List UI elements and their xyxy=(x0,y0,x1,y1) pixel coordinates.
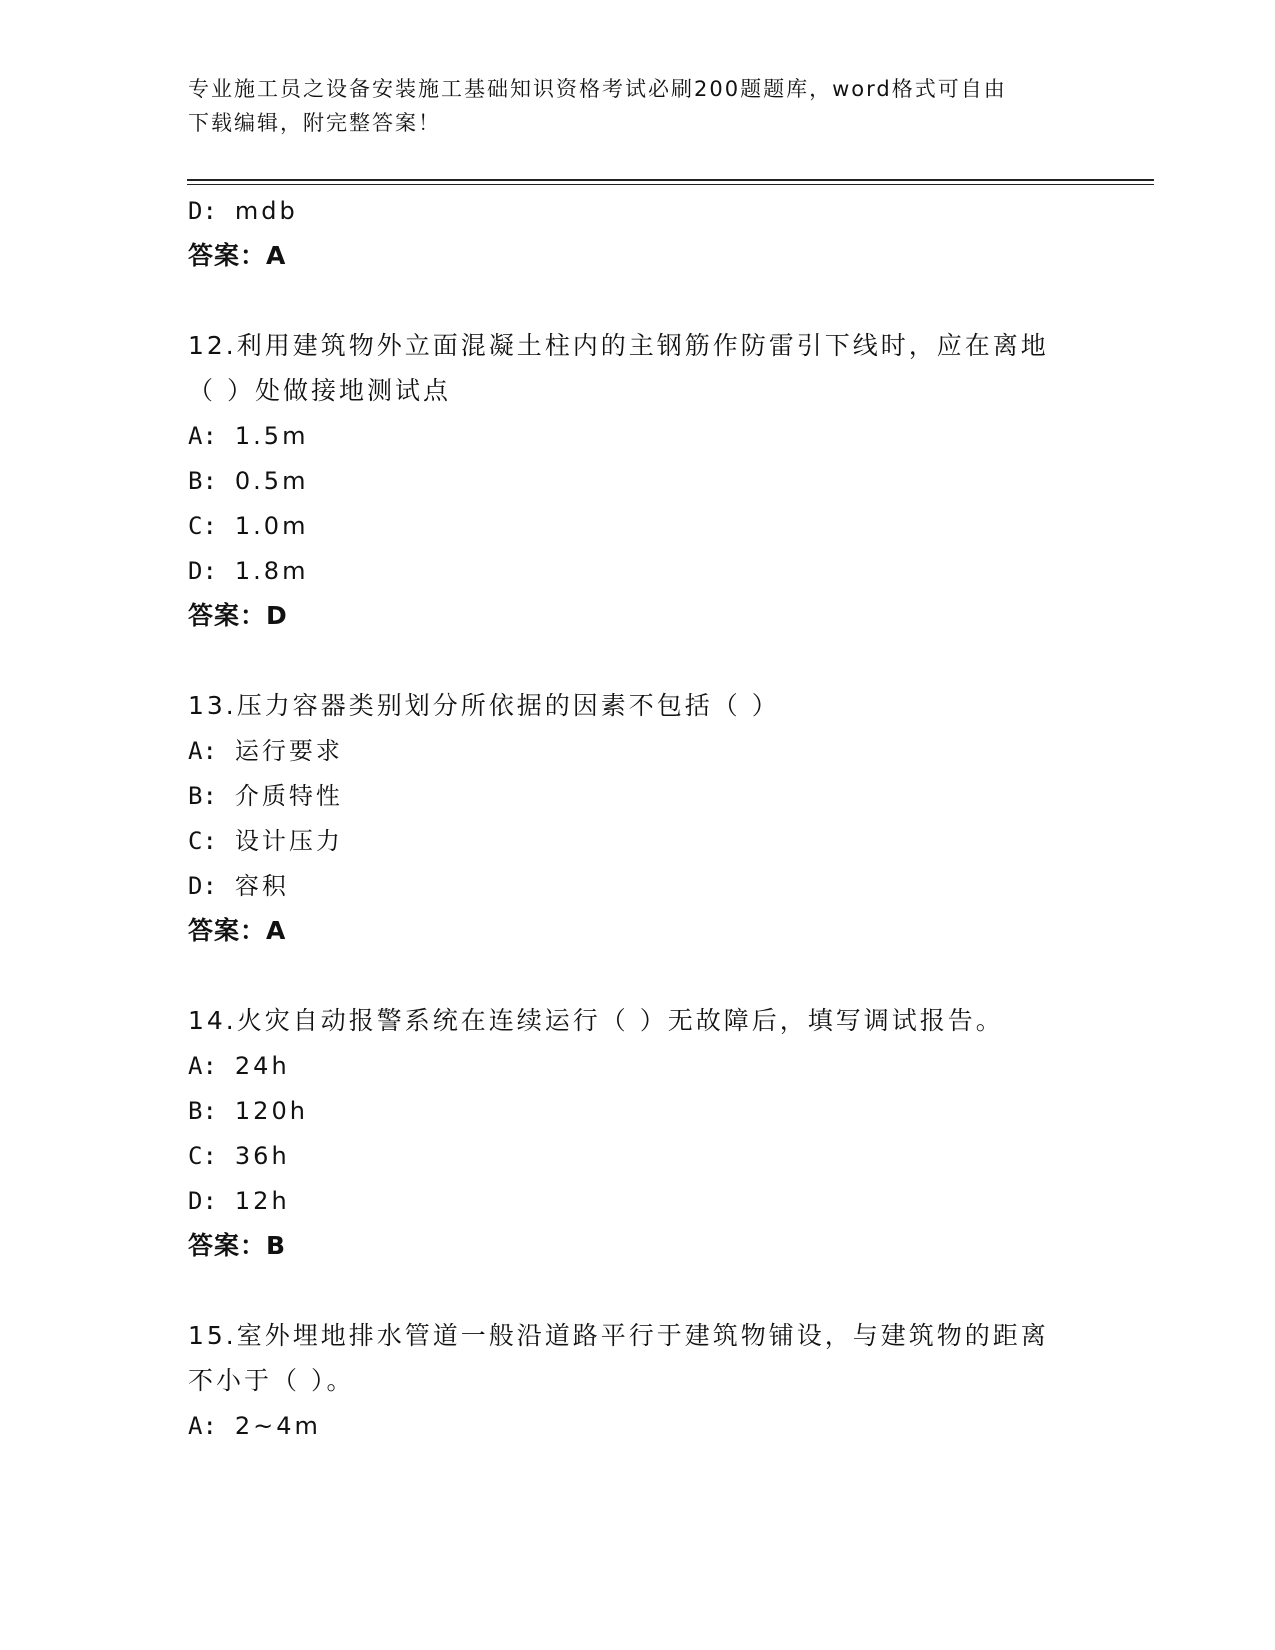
option-c xyxy=(188,1139,290,1173)
option-text: 介质特性 xyxy=(234,782,343,810)
option-text: 设计压力 xyxy=(234,827,343,855)
option-text: 36h xyxy=(234,1142,290,1170)
option-key: A: xyxy=(188,737,217,765)
option-key: B: xyxy=(188,782,217,810)
option-text: 1.8m xyxy=(234,557,309,585)
option-text: 0.5m xyxy=(234,467,309,495)
question-13-line-1: 13.压力容器类别划分所依据的因素不包括（ ） xyxy=(188,691,780,720)
option-text: 1.5m xyxy=(234,422,309,450)
option-d xyxy=(188,869,289,903)
option-b xyxy=(188,1094,308,1128)
header-divider-thin xyxy=(187,184,1154,185)
option-key: D: xyxy=(188,1187,217,1215)
option-c xyxy=(188,824,343,858)
option-d xyxy=(188,194,298,228)
header-line-2: 下载编辑，附完整答案！ xyxy=(188,111,441,135)
option-key: C: xyxy=(188,1142,217,1170)
answer-line: 答案：D xyxy=(188,601,288,630)
option-key: D: xyxy=(188,872,217,900)
header-line-1: 专业施工员之设备安装施工基础知识资格考试必刷200题题库，word格式可自由 xyxy=(188,77,1007,101)
option-text: mdb xyxy=(234,197,298,225)
option-text: 运行要求 xyxy=(234,737,343,765)
option-text: 120h xyxy=(234,1097,308,1125)
option-text: 容积 xyxy=(234,872,289,900)
option-text: 12h xyxy=(234,1187,290,1215)
option-a xyxy=(188,734,343,768)
question-15-line-1: 15.室外埋地排水管道一般沿道路平行于建筑物铺设，与建筑物的距离 xyxy=(188,1321,1049,1350)
document-header xyxy=(188,72,1088,140)
option-b xyxy=(188,779,343,813)
header-divider-thick xyxy=(187,179,1154,181)
option-text: 24h xyxy=(234,1052,290,1080)
option-key: B: xyxy=(188,467,217,495)
answer-line: 答案：A xyxy=(188,241,287,270)
option-d xyxy=(188,1184,290,1218)
question-15-line-2: 不小于（ ）。 xyxy=(188,1366,355,1395)
option-a xyxy=(188,419,308,453)
question-12-line-1: 12.利用建筑物外立面混凝土柱内的主钢筋作防雷引下线时，应在离地 xyxy=(188,331,1049,360)
option-key: D: xyxy=(188,197,217,225)
option-key: D: xyxy=(188,557,217,585)
option-key: A: xyxy=(188,1412,217,1440)
option-b xyxy=(188,464,308,498)
option-key: C: xyxy=(188,827,217,855)
answer-line: 答案：A xyxy=(188,916,287,945)
option-d xyxy=(188,554,308,588)
option-c xyxy=(188,509,308,543)
option-key: B: xyxy=(188,1097,217,1125)
option-key: C: xyxy=(188,512,217,540)
option-a xyxy=(188,1049,290,1083)
answer-line: 答案：B xyxy=(188,1231,287,1260)
option-key: A: xyxy=(188,422,217,450)
option-a xyxy=(188,1409,321,1443)
option-key: A: xyxy=(188,1052,217,1080)
option-text: 1.0m xyxy=(234,512,309,540)
question-14-line-1: 14.火灾自动报警系统在连续运行（ ）无故障后，填写调试报告。 xyxy=(188,1006,1004,1035)
option-text: 2~4m xyxy=(234,1412,321,1440)
question-12-line-2: （ ）处做接地测试点 xyxy=(188,376,451,405)
